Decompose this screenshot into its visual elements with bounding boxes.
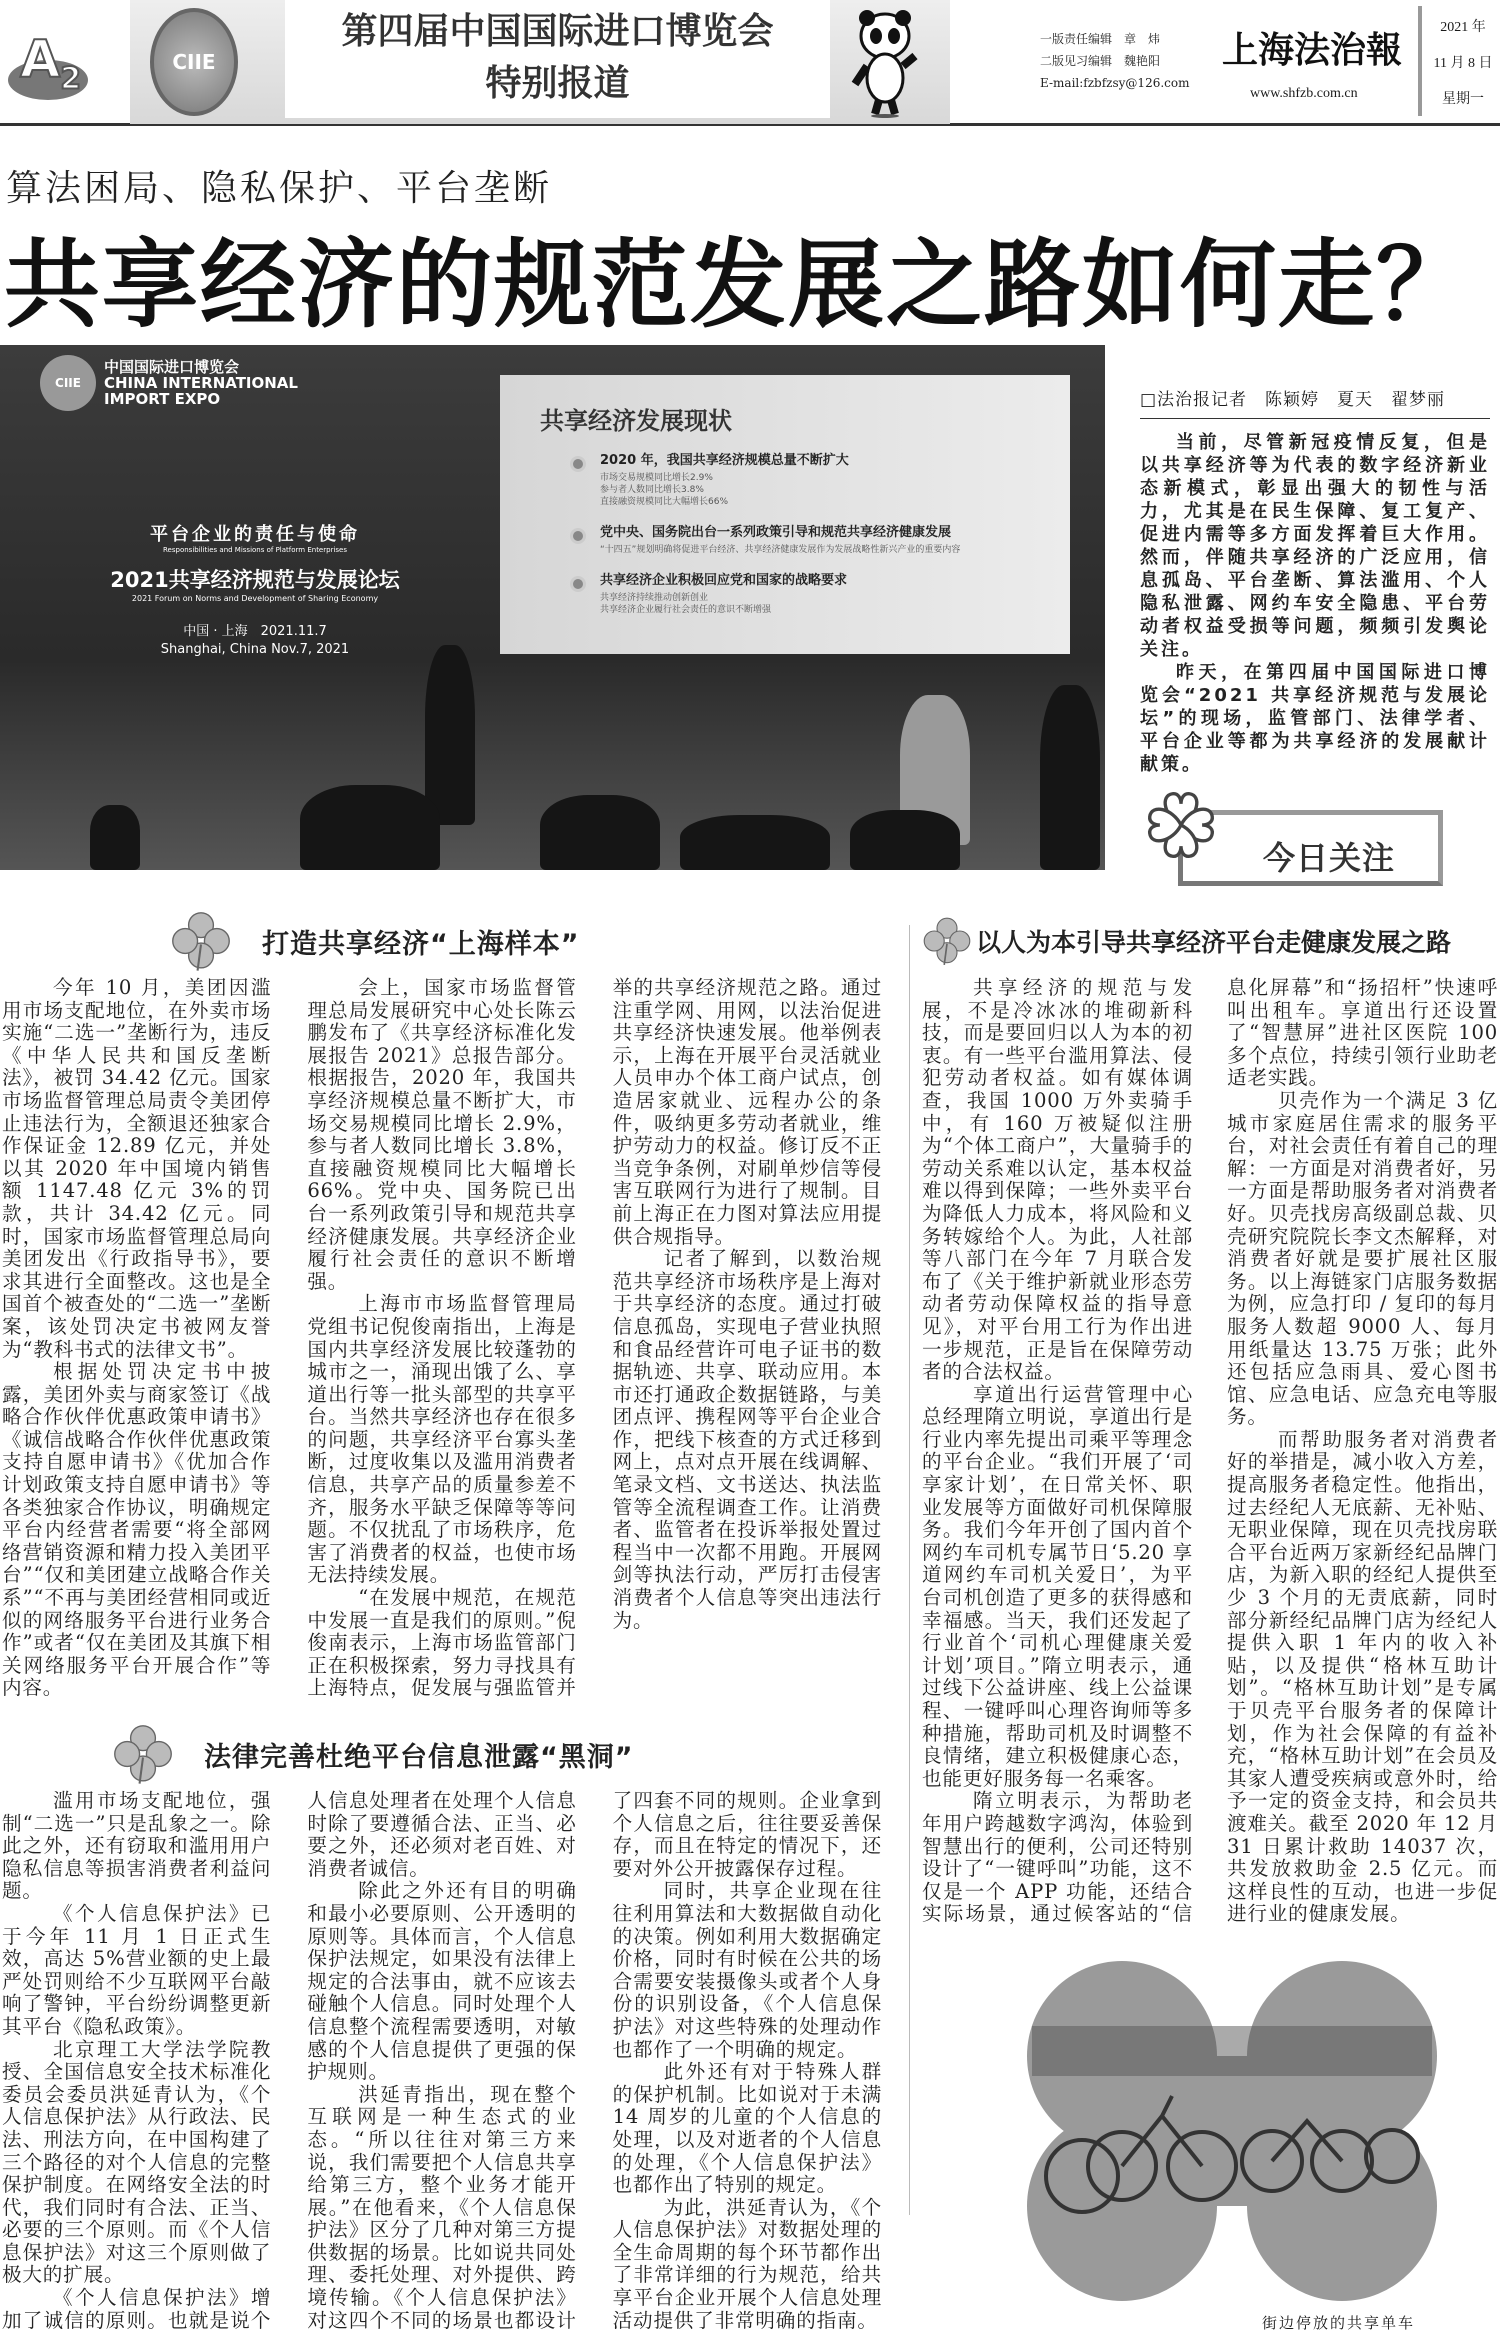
- clover-icon: [112, 1721, 174, 1787]
- column-divider: [909, 925, 910, 2215]
- section1-header: [2, 905, 882, 977]
- article-kicker: 算法困局、隐私保护、平台垄断: [6, 168, 553, 209]
- date-day: 11 月 8 日: [1433, 56, 1493, 71]
- masthead: 上海法治報: [1222, 29, 1403, 71]
- paragraph: 洪延青指出，现在整个互联网是一种生态式的业态。“所以往往对第三方来说，我们需要把个人信息共享给第三方，整个业务才能开展。”在他看来，《个人信息保护法》区分了几种对第三方提供数据的场景。比如说共同处理、委托处理、对外提供、跨境传输。《个人信息保护法》对这四个不同的场景也都设计了四套不同的规则。企业拿到个人信息之后，往往要妥善保存，而且在特定的情况下，还要对外公开披露保存过程。: [307, 1789, 882, 2332]
- left-articles: [2, 905, 882, 2332]
- intro-paragraph: 当前，尽管新冠疫情反复，但是以共享经济等为代表的数字经济新业态新模式，彰显出强大的韧性与活力，尤其是在民生保障、复工复产、促进内需等多方面发挥着巨大作用。然而，伴随共享经济的广泛应用，信息孤岛、平台垄断、算法滥用、个人隐私泄露、网约车安全隐患、平台劳动者权益受损等问题，频频引发舆论关注。: [1140, 432, 1490, 660]
- clover-icon: [170, 908, 232, 974]
- right-article: [922, 905, 1498, 2333]
- photo-caption: 街边停放的共享单车: [1262, 2313, 1416, 2332]
- website-link[interactable]: www.shfzb.com.cn: [1250, 86, 1358, 101]
- expo-name-en2: IMPORT EXPO: [104, 390, 221, 408]
- paragraph: 除此之外还有目的明确和最小必要原则、公开透明的原则等。具体而言，个人信息保护法规定，如果没有法律上规定的合法事由，就不应该去碰触个人信息。同时处理个人信息整个流程需要透明，对敏感的个人信息提供了更强的保护规则。: [307, 1879, 577, 2084]
- forum-theme: 平台企业的责任与使命: [150, 524, 360, 545]
- section-heading: 法律完善杜绝平台信息泄露“黑洞”: [204, 1741, 634, 1773]
- byline: □法治报记者 陈颖婷 夏天 翟梦丽: [1140, 385, 1490, 419]
- paragraph: 滥用市场支配地位，强制“二选一”只是乱象之一。除此之外，还有窃取和滥用用户隐私信息等损害消费者利益问题。: [2, 1789, 272, 1903]
- intro-column: [1140, 385, 1490, 886]
- clover-icon: [922, 913, 972, 969]
- slide-point: [600, 452, 1050, 508]
- shared-bikes-photo: [972, 1946, 1492, 2306]
- page-number-badge: [8, 30, 90, 102]
- forum-title-en: 2021 Forum on Norms and Development of Sharing Economy: [131, 594, 379, 603]
- expo-logo: CIIE中国国际进口博览会 CHINA INTERNATIONAL IMPORT EXPO: [40, 355, 298, 411]
- paragraph: 此外还有对于特殊人群的保护机制。比如说对于未满 14 周岁的儿童的个人信息的处理，以及对逝者的个人信息的处理，《个人信息保护法》也都作出了特别的规定。: [612, 2060, 882, 2197]
- editor-info: [1040, 28, 1189, 94]
- slide-point-head: 党中央、国务院出台一系列政策引导和规范共享经济健康发展: [600, 525, 952, 540]
- special-report-title: [285, 0, 830, 118]
- slide-point-head: 共享经济企业积极回应党和国家的战略要求: [600, 573, 848, 588]
- special-title-line1: 第四届中国国际进口博览会: [341, 11, 774, 52]
- section1-body: [2, 977, 882, 1700]
- article-title: 共享经济的规范发展之路如何走？: [4, 229, 1474, 341]
- section3-header: [2, 1718, 882, 1790]
- presentation-slide: [500, 375, 1070, 654]
- paragraph: 会上，国家市场监督管理总局发展研究中心处长陈云鹏发布了《共享经济标准化发展报告 2021》总报告部分。根据报告，2020 年，我国共享经济规模总量不断扩大，市场交易规模同比增长 2.9%，参与者人数同比增长 3.8%，直接融资规模同比大幅增长 66%。党中央、国务院已出台一系列政策引导和规范共享经济健康发展。共享经济企业履行社会责任的意识不断增强。: [307, 976, 577, 1293]
- audience-figure: [540, 795, 660, 870]
- page-label: A: [20, 30, 61, 90]
- special-title-line2: 特别报道: [485, 63, 630, 104]
- issue-date: [1426, 10, 1500, 118]
- paragraph: 上海市市场监督管理局党组书记倪俊南指出，上海是国内共享经济发展比较蓬勃的城市之一，涌现出饿了么、享道出行等一批头部型的共享平台。当然共享经济也存在很多的问题，共享经济平台寡头垄断，过度收集以及滥用消费者信息，共享产品的质量参差不齐，服务水平缺乏保障等等问题。不仅扰乱了市场秩序，危害了消费者的权益，也使市场无法持续发展。: [307, 1292, 577, 1587]
- ciie-logo-text: CIIE: [172, 50, 216, 74]
- paragraph: 《个人信息保护法》增加了诚信的原则。也就是说个人信息处理者在处理个人信息时除了要遵循合法、正当、必要之外，还必须对老百姓、对消费者诚信。: [2, 1789, 577, 2332]
- paragraph: 隋立明表示，为帮助老年用户跨越数字鸿沟，体验到智慧出行的便利，公司还特别设计了“一键呼叫”功能，这不仅是一个 APP 功能，还结合实际场景，通过候客站的“信息化屏幕”和“扬招杆”快速呼叫出租车。享道出行还设置了“智慧屏”进社区医院 100 多个点位，持续引领行业助老适老实践。: [922, 976, 1498, 1926]
- audience-figure: [680, 815, 830, 870]
- slide-point-detail: 共享经济持续推动创新创业 共享经济企业履行社会责任的意识不断增强: [600, 593, 772, 615]
- forum-theme-en: Responsibilities and Missions of Platform Enterprises: [163, 546, 347, 554]
- slide-title: 共享经济发展现状: [540, 407, 732, 435]
- audience-figure: [850, 810, 960, 870]
- section-heading: 以人为本引导共享经济平台走健康发展之路: [976, 928, 1452, 957]
- editor-line2: 二版见习编辑 魏艳阳: [1040, 54, 1161, 68]
- speaker-figure: [425, 645, 475, 825]
- paragraph: 根据处罚决定书中披露，美团外卖与商家签订《战略合作伙伴优惠政策申请书》《诚信战略合作伙伴优惠政策支持自愿申请书》《优加合作计划政策支持自愿申请书》等各类独家合作协议，明确规定平台内经营者需要“将全部网络营销资源和精力投入美团平台”“仅和美团建立战略合作关系”“不再与美团经营相同或近似的网络服务平台进行业务合作”或者“仅在美团及其旗下相关网络服务平台开展合作”等内容。: [2, 1360, 272, 1700]
- page-number: 2: [60, 61, 82, 97]
- slide-point: [600, 572, 1050, 616]
- editor-email[interactable]: E-mail:fzbfzsy@126.com: [1040, 76, 1190, 90]
- paragraph: 北京理工大学法学院教授、全国信息安全技术标准化委员会委员洪延青认为，《个人信息保护法》从行政法、民法、刑法方向，在中国构建了三个路径的对个人信息的完整保护制度。在网络安全法的时代，我们同时有合法、正当、必要的三个原则。而《个人信息保护法》对这三个原则做了极大的扩展。: [2, 2037, 272, 2287]
- forum-place-en: Shanghai, China Nov.7, 2021: [160, 642, 350, 657]
- intro-paragraph: 昨天，在第四届中国国际进口博览会“2021 共享经济规范与发展论坛”的现场，监管部门、法律学者、平台企业等都为共享经济的发展献计献策。: [1140, 662, 1490, 775]
- panda-mascot-icon: [845, 6, 925, 118]
- paragraph: 同时，共享企业现在往往利用算法和大数据做自动化的决策。例如利用大数据确定价格，同时有时候在公共的场合需要安装摄像头或者个人身份的识别设备，《个人信息保护法》对这些特殊的处理动作也都作了一个明确的规定。: [612, 1879, 882, 2061]
- today-focus-box: [1178, 810, 1443, 886]
- slide-point-detail: “十四五”规划明确将促进平台经济、共享经济健康发展作为发展战略性新兴产业的重要内容: [600, 545, 961, 555]
- paragraph: 记者了解到，以数治规范共享经济市场秩序是上海对于共享经济的态度。通过打破信息孤岛，实现电子营业执照和食品经营许可电子证书的数据轨迹、共享、联动应用。本市还打通政企数据链路，与美团点评、携程网等平台企业合作，把线下核查的方式迁移到网上，点对点开展在线调解、笔录文档、文书送达、执法监管等全流程调查工作。让消费者、监管者在投诉举报处置过程当中一次都不用跑。开展网剑等执法行动，严厉打击侵害消费者个人信息等突出违法行为。: [612, 1247, 882, 1632]
- paragraph: 而帮助服务者对消费者好的举措是，减小收入方差，提高服务者稳定性。他指出，过去经纪人无底薪、无补贴、无职业保障，现在贝壳找房联合平台近两万家新经纪品牌门店，为新入职的经纪人提供至少 3 个月的无责底薪，同时部分新经纪品牌门店为经纪人提供入职 1 年内的收入补贴，以及提供“格林互助计划”。“格林互助计划”是专属于贝壳平台服务者的保障计划，作为社会保障的有益补充，“格林互助计划”在会员及其家人遭受疾病或意外时，给予一定的资金支持，和会员共渡难关。截至 2020 年 12 月 31 日累计救助 14037 次，共发放救助金 2.5 亿元。而这样良性的互动，也进一步促进行业的健康发展。: [1227, 1427, 1498, 1926]
- article-intro: [1140, 431, 1490, 776]
- paragraph: “在发展中规范，在规范中发展一直是我们的原则。”倪俊南表示，上海市场监管部门正在积极探索，努力寻找具有上海特点，促发展与强监管并举的共享经济规范之路。通过注重学网、用网，以法治促进共享经济快速发展。他举例表示，上海在开展平台灵活就业人员申办个体工商户试点，创造居家就业、远程办公的条件，吸纳更多劳动者就业，维护劳动力的权益。修订反不正当竞争条例，对刷单炒信等侵害互联网行为进行了规制。目前上海正在力图对算法应用提供合规指导。: [307, 976, 882, 1700]
- editor-line1: 一版责任编辑 章 炜: [1040, 32, 1161, 46]
- paragraph: 享道出行运营管理中心总经理隋立明说，享道出行是行业内率先提出司乘平等理念的平台企业。“我们开展了‘司享家计划’，在日常关怀、职业发展等方面做好司机保障服务。我们今年开创了国内首个网约车司机专属节日‘5.20 享道网约车司机关爱日’，为平台司机创造了更多的获得感和幸福感。当天，我们还发起了行业首个‘司机心理健康关爱计划’项目。”隋立明表示，通过线下公益讲座、线上公益课程、一键呼叫心理咨询师等多种措施，帮助司机及时调整不良情绪，建立积极健康心态，也能更好服务每一名乘客。: [922, 1382, 1193, 1790]
- forum-banner: [90, 520, 420, 659]
- forum-place-cn: 中国 · 上海 2021.11.7: [183, 624, 327, 639]
- paragraph: 《个人信息保护法》已于今年 11 月 1 日正式生效，高达 5%营业额的史上最严处罚则给不少互联网平台敲响了警钟，平台纷纷调整更新其平台《隐私政策》。: [2, 1901, 272, 2038]
- date-year: 2021 年: [1440, 20, 1486, 35]
- slide-point-detail: 市场交易规模同比增长2.9% 参与者人数同比增长3.8% 直接融资规模同比大幅增长66%: [600, 473, 729, 507]
- paragraph: 为此，洪延青认为，《个人信息保护法》对数据处理的全生命周期的每个环节都作出了非常详细的行为规范，给共享平台企业开展个人信息处理活动提供了非常明确的指南。: [612, 2195, 882, 2332]
- paragraph: 共享经济的规范与发展，不是冷冰冰的堆砌新科技，而是要回归以人为本的初衷。有一些平台滥用算法、侵犯劳动者权益。如有媒体调查，我国 1000 万外卖骑手中，有 160 万被疑似注册为“个体工商户”，大量骑手的劳动关系难以认定，基本权益难以得到保障；一些外卖平台为降低人力成本，将风险和义务转嫁给个人。为此，人社部等八部门在今年 7 月联合发布了《关于维护新就业形态劳动者劳动保障权益的指导意见》，对平台用工行为作出进一步规范，正是旨在保障劳动者的合法权益。: [922, 976, 1193, 1384]
- section3-body: [2, 1790, 882, 2332]
- paragraph: 贝壳作为一个满足 3 亿城市家庭居住需求的服务平台，对社会责任有着自己的理解：一方面是对消费者好，另一方面是帮助服务者对消费者好。贝壳找房高级副总裁、贝壳研究院院长李文杰解释，对消费者好就是要扩展社区服务。以上海链家门店服务数据为例，应急打印 / 复印的每月服务人数超 9000 人、每月用纸量达 13.75 万张；此外还包括应急雨具、爱心图书馆、应急电话、应急充电等服务。: [1227, 1088, 1498, 1429]
- ciie-logo: [150, 8, 238, 116]
- expo-name-cn: 中国国际进口博览会: [104, 358, 240, 376]
- date-weekday: 星期一: [1442, 92, 1484, 107]
- slide-point-head: 2020 年，我国共享经济规模总量不断扩大: [600, 453, 849, 468]
- audience-figure: [90, 805, 140, 870]
- section2-header: [922, 905, 1498, 977]
- newspaper-header: [0, 0, 1500, 126]
- audience-figure: [300, 785, 440, 870]
- today-focus-label: 今日关注: [1263, 839, 1396, 877]
- section-heading: 打造共享经济“上海样本”: [262, 928, 580, 960]
- header-divider: [1418, 6, 1422, 116]
- clover-icon: [1143, 787, 1219, 863]
- section2-body: [922, 977, 1498, 1926]
- expo-name-en1: CHINA INTERNATIONAL: [104, 374, 298, 392]
- photographer-figure: [1040, 685, 1100, 870]
- forum-photo: [0, 345, 1105, 870]
- slide-point: [600, 524, 1050, 556]
- paragraph: 今年 10 月，美团因滥用市场支配地位，在外卖市场实施“二选一”垄断行为，违反《中华人民共和国反垄断法》，被罚 34.42 亿元。国家市场监督管理总局责令美团停止违法行为，全额退还独家合作保证金 12.89 亿元，并处以其 2020 年中国境内销售额 1147.48 亿元 3%的罚款，共计 34.42 亿元。同时，国家市场监督管理总局向美团发出《行政指导书》，要求其进行全面整改。这也是全国首个被查处的“二选一”垄断案，该处罚决定书被网友誉为“教科书式的法律文书”。: [2, 976, 272, 1361]
- forum-title: 2021共享经济规范与发展论坛: [110, 568, 400, 592]
